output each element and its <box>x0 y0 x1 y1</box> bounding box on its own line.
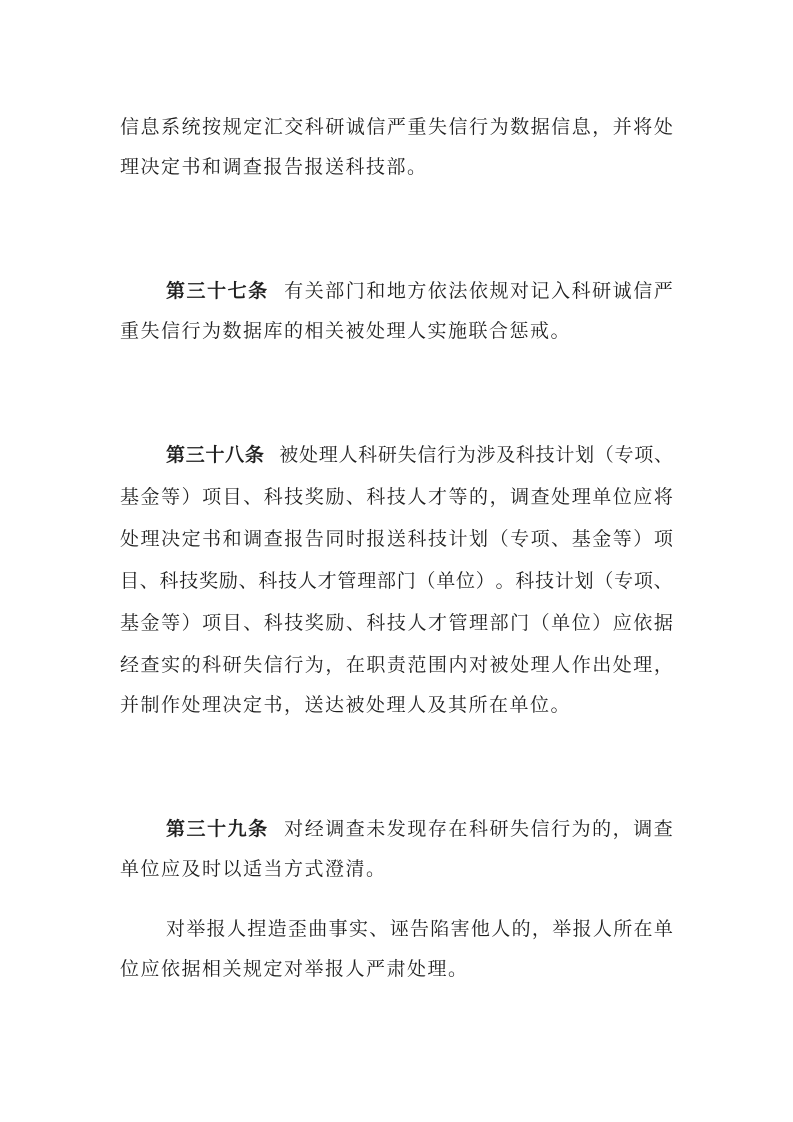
article-number-char: 三 <box>185 443 205 466</box>
body-text-char: 为 <box>456 443 476 466</box>
body-text-char: 将 <box>653 485 673 508</box>
body-text-char: 及 <box>496 443 516 466</box>
text-line <box>120 268 673 310</box>
body-text-char: 严 <box>653 279 673 302</box>
text-line <box>120 642 673 684</box>
body-text-char: 书 <box>202 527 222 550</box>
body-text-char: 人 <box>407 611 427 634</box>
body-text-char: 人 <box>407 485 427 508</box>
body-text-char: 对 <box>469 653 489 676</box>
body-text-char: 励 <box>325 611 345 634</box>
body-text-char: 计 <box>554 569 574 592</box>
body-text-char: 存 <box>427 817 447 840</box>
para-article-39 <box>120 806 673 890</box>
body-text-char: 发 <box>386 817 406 840</box>
body-text-char: 门 <box>396 569 416 592</box>
body-text-char: 位 <box>456 569 476 592</box>
para-article-37 <box>120 268 673 352</box>
body-text-char: （ <box>489 527 509 550</box>
body-text-char: 失 <box>510 817 530 840</box>
body-text-char: 理 <box>633 653 653 676</box>
body-text-char: 专 <box>614 569 634 592</box>
body-text-char: 技 <box>535 569 555 592</box>
body-text-char: 依 <box>427 279 447 302</box>
body-text-char: 的 <box>511 917 531 940</box>
document-text-block <box>120 104 673 990</box>
body-text-char: 行 <box>469 115 489 138</box>
body-text-char: 的 <box>181 653 201 676</box>
body-text-char: 他 <box>470 917 490 940</box>
article-number-char: 七 <box>227 279 247 302</box>
body-text-char: 查 <box>653 817 673 840</box>
body-text-char: 现 <box>407 817 427 840</box>
body-text-char: 科 <box>515 443 535 466</box>
body-text-char: 信 <box>366 115 386 138</box>
body-text-char: 对 <box>510 279 530 302</box>
body-text-char: 范 <box>407 653 427 676</box>
article-number-char: 三 <box>186 817 206 840</box>
para-article-36-continuation <box>120 104 673 188</box>
body-text-char: 、 <box>653 443 673 466</box>
body-text-char: 励 <box>325 485 345 508</box>
body-text-char: 重 <box>407 115 427 138</box>
body-text-char: 技 <box>179 569 199 592</box>
body-text-char: 报 <box>366 527 386 550</box>
body-text-char: 等 <box>448 485 468 508</box>
body-text-char: 、 <box>345 485 365 508</box>
body-text-char: 技 <box>284 485 304 508</box>
body-text-char: 人 <box>551 653 571 676</box>
body-text-char: 项 <box>634 443 654 466</box>
article-number-char: 第 <box>166 817 186 840</box>
body-text-char: 项 <box>202 611 222 634</box>
body-text-char: 理 <box>571 485 591 508</box>
body-text-char: 管 <box>448 611 468 634</box>
body-text-char: ） <box>181 485 201 508</box>
body-text-char: 应 <box>633 485 653 508</box>
article-number-char: 三 <box>186 279 206 302</box>
body-text-char: 科 <box>366 485 386 508</box>
body-text-char: 关 <box>304 279 324 302</box>
body-text-char: 项 <box>530 527 550 550</box>
body-text-char: （ <box>594 569 614 592</box>
body-text-char: 汇 <box>263 115 283 138</box>
body-text-char: 方 <box>407 279 427 302</box>
body-text-char: 人 <box>491 917 511 940</box>
text-line <box>120 474 673 516</box>
body-text-char: 人 <box>592 917 612 940</box>
body-text-char: 捏 <box>247 917 267 940</box>
body-text-char: 基 <box>571 527 591 550</box>
body-text-char: 的 <box>469 485 489 508</box>
body-text-char: 奖 <box>199 569 219 592</box>
body-text-char: 报 <box>284 527 304 550</box>
body-text-char: 调 <box>325 817 345 840</box>
body-text-char: 送 <box>386 527 406 550</box>
body-text-char: 在 <box>345 653 365 676</box>
body-text-char: 、 <box>243 611 263 634</box>
body-text-char: 息 <box>140 115 160 138</box>
body-text-char: 诚 <box>345 115 365 138</box>
body-text-char: 和 <box>222 527 242 550</box>
body-text-char: 技 <box>386 611 406 634</box>
body-text-char: 科 <box>366 611 386 634</box>
body-text-char: 在 <box>633 917 653 940</box>
body-text-char: 陷 <box>430 917 450 940</box>
body-text-char: 定 <box>181 527 201 550</box>
body-text-char: 对 <box>284 817 304 840</box>
body-text-char: 作 <box>571 653 591 676</box>
body-text-char: 内 <box>448 653 468 676</box>
body-text-char: 科 <box>159 569 179 592</box>
body-text-char: 等 <box>612 527 632 550</box>
text-line: 位应依据相关规定对举报人严肃处理。 <box>120 958 469 980</box>
body-text-char: 单 <box>592 485 612 508</box>
body-text-char: 研 <box>325 115 345 138</box>
body-text-char: 信 <box>530 817 550 840</box>
body-text-char: 科 <box>571 279 591 302</box>
text-line: 重失信行为数据库的相关被处理人实施联合惩戒。 <box>120 320 572 342</box>
body-text-char: 科 <box>515 569 535 592</box>
body-text-char: 调 <box>510 485 530 508</box>
body-text-char: 才 <box>427 485 447 508</box>
body-text-char: 按 <box>202 115 222 138</box>
body-text-char: 信 <box>417 443 437 466</box>
body-text-char: 行 <box>551 817 571 840</box>
body-text-char: 金 <box>140 611 160 634</box>
body-text-char: 处 <box>612 653 632 676</box>
article-number-char: 第 <box>166 279 186 302</box>
body-text-char: 、 <box>369 917 389 940</box>
body-text-char: （ <box>530 611 550 634</box>
body-text-char: 基 <box>120 611 140 634</box>
body-text-char: 信 <box>551 115 571 138</box>
body-text-char: 部 <box>489 611 509 634</box>
body-text-char: 、 <box>238 569 258 592</box>
body-text-char: 经 <box>304 817 324 840</box>
body-text-char: 基 <box>120 485 140 508</box>
body-text-char: 经 <box>120 653 140 676</box>
body-text-char: 害 <box>450 917 470 940</box>
body-text-char: 对 <box>166 917 186 940</box>
body-text-char: ） <box>475 569 495 592</box>
body-text-char: 调 <box>243 527 263 550</box>
body-text-char: 金 <box>140 485 160 508</box>
body-text-char: ） <box>181 611 201 634</box>
body-text-char: 告 <box>304 527 324 550</box>
text-line <box>120 906 673 948</box>
body-text-char: 地 <box>386 279 406 302</box>
body-text-char: ， <box>325 653 345 676</box>
body-text-char: 单 <box>436 569 456 592</box>
body-text-char: 人 <box>226 917 246 940</box>
body-text-char: 部 <box>325 279 345 302</box>
body-text-char: （ <box>594 443 614 466</box>
text-line <box>120 558 673 600</box>
body-text-char: 失 <box>427 115 447 138</box>
body-text-char: 系 <box>161 115 181 138</box>
body-text-char: 门 <box>345 279 365 302</box>
body-text-char: 奖 <box>304 611 324 634</box>
text-line: 并制作处理决定书，送达被处理人及其所在单位。 <box>120 694 572 716</box>
body-text-char: 查 <box>140 653 160 676</box>
body-text-char: 划 <box>574 569 594 592</box>
body-text-char: 时 <box>345 527 365 550</box>
body-text-char: 科 <box>202 653 222 676</box>
body-text-char: 专 <box>510 527 530 550</box>
body-text-char: （ <box>416 569 436 592</box>
body-text-char: 信 <box>448 115 468 138</box>
body-text-char: 诚 <box>612 279 632 302</box>
body-text-char: 、 <box>345 611 365 634</box>
body-text-char: 为 <box>489 115 509 138</box>
body-text-char: 报 <box>572 917 592 940</box>
body-text-char: 失 <box>397 443 417 466</box>
body-text-char: 定 <box>243 115 263 138</box>
body-text-char: 事 <box>328 917 348 940</box>
body-text-char: 决 <box>161 527 181 550</box>
body-text-char: 奖 <box>304 485 324 508</box>
body-text-char: 理 <box>530 653 550 676</box>
body-text-char: 技 <box>278 569 298 592</box>
body-text-char: 失 <box>243 653 263 676</box>
body-text-char: 部 <box>376 569 396 592</box>
body-text-char: 并 <box>612 115 632 138</box>
body-text-char: 职 <box>366 653 386 676</box>
body-text-char: 划 <box>575 443 595 466</box>
body-text-char: 才 <box>317 569 337 592</box>
body-text-char: 技 <box>535 443 555 466</box>
body-text-char: 划 <box>469 527 489 550</box>
article-number-char: 八 <box>225 443 245 466</box>
body-text-char: 位 <box>571 611 591 634</box>
body-text-char: ， <box>612 817 632 840</box>
body-text-char: 目 <box>222 611 242 634</box>
body-text-char: 、 <box>243 485 263 508</box>
body-text-char: 励 <box>218 569 238 592</box>
body-text-char: 。 <box>495 569 515 592</box>
body-text-char: 目 <box>120 569 140 592</box>
body-text-char: 信 <box>633 279 653 302</box>
body-text-char: 行 <box>284 653 304 676</box>
body-text-char: 处 <box>120 527 140 550</box>
body-text-char: 交 <box>284 115 304 138</box>
body-text-char: 将 <box>633 115 653 138</box>
body-text-char: 在 <box>448 817 468 840</box>
body-text-char: 报 <box>206 917 226 940</box>
body-text-char: 计 <box>448 527 468 550</box>
body-text-char: 为 <box>571 817 591 840</box>
text-line <box>120 516 673 558</box>
body-text-char: 项 <box>202 485 222 508</box>
body-text-char: 统 <box>181 115 201 138</box>
body-text-char: 目 <box>222 485 242 508</box>
text-line: 理决定书和调查报告报送科技部。 <box>120 156 428 178</box>
body-text-char: 处 <box>653 115 673 138</box>
para-article-38 <box>120 432 673 726</box>
body-text-char: 、 <box>653 569 673 592</box>
body-text-char: 科 <box>468 817 488 840</box>
body-text-char: 理 <box>140 527 160 550</box>
article-number-char: 十 <box>205 443 225 466</box>
body-text-char: 专 <box>614 443 634 466</box>
article-number-char: 条 <box>248 279 268 302</box>
body-text-char: 科 <box>263 611 283 634</box>
body-text-char: 调 <box>633 817 653 840</box>
text-line <box>120 806 673 848</box>
body-text-char: 计 <box>555 443 575 466</box>
body-text-char: 查 <box>345 817 365 840</box>
body-text-char: 举 <box>186 917 206 940</box>
body-text-char: 等 <box>161 611 181 634</box>
body-text-char: 诬 <box>389 917 409 940</box>
body-text-char: 入 <box>551 279 571 302</box>
text-line: 单位应及时以适当方式澄清。 <box>120 858 387 880</box>
body-text-char: 理 <box>469 611 489 634</box>
body-text-char: 告 <box>409 917 429 940</box>
body-text-char: 记 <box>530 279 550 302</box>
body-text-char: 人 <box>338 443 358 466</box>
body-text-char: 所 <box>613 917 633 940</box>
body-text-char: 管 <box>337 569 357 592</box>
body-text-char: 信 <box>120 115 140 138</box>
body-text-char: 数 <box>510 115 530 138</box>
body-text-char: 出 <box>592 653 612 676</box>
article-number-char: 九 <box>227 817 247 840</box>
body-text-char: 金 <box>592 527 612 550</box>
body-text-char: 实 <box>348 917 368 940</box>
article-number-char: 条 <box>248 817 268 840</box>
body-text-char: 研 <box>592 279 612 302</box>
article-number-char: 条 <box>244 443 264 466</box>
body-text-char: 人 <box>297 569 317 592</box>
body-text-char: 为 <box>304 653 324 676</box>
body-text-char: 涉 <box>476 443 496 466</box>
body-text-char: 息 <box>571 115 591 138</box>
text-line <box>120 432 673 474</box>
body-text-char: 举 <box>552 917 572 940</box>
body-text-char: ） <box>633 527 653 550</box>
body-text-char: 等 <box>161 485 181 508</box>
body-text-char: 依 <box>633 611 653 634</box>
body-text-char: ） <box>592 611 612 634</box>
body-text-char: ， <box>592 115 612 138</box>
body-text-char: 信 <box>263 653 283 676</box>
body-text-char: 单 <box>653 917 673 940</box>
body-text-char: 单 <box>551 611 571 634</box>
body-text-char: ， <box>653 653 673 676</box>
body-text-char: 科 <box>263 485 283 508</box>
body-text-char: 项 <box>633 569 653 592</box>
body-text-char: 和 <box>366 279 386 302</box>
body-text-char: 科 <box>358 443 378 466</box>
body-text-char: 技 <box>284 611 304 634</box>
body-text-char: 门 <box>510 611 530 634</box>
body-text-char: 规 <box>222 115 242 138</box>
body-text-char: 有 <box>284 279 304 302</box>
body-text-char: 查 <box>530 485 550 508</box>
body-text-char: 科 <box>407 527 427 550</box>
text-line <box>120 600 673 642</box>
body-text-char: 研 <box>377 443 397 466</box>
body-text-char: 理 <box>318 443 338 466</box>
body-text-char: 技 <box>386 485 406 508</box>
body-text-char: 被 <box>489 653 509 676</box>
body-text-char: 实 <box>161 653 181 676</box>
body-text-char: 法 <box>448 279 468 302</box>
body-text-char: ， <box>531 917 551 940</box>
body-text-char: 、 <box>139 569 159 592</box>
body-text-char: 位 <box>612 485 632 508</box>
body-text-char: 处 <box>551 485 571 508</box>
body-text-char: 据 <box>530 115 550 138</box>
body-text-char: 未 <box>366 817 386 840</box>
body-text-char: 研 <box>222 653 242 676</box>
body-text-char: 行 <box>437 443 457 466</box>
body-text-char: 被 <box>279 443 299 466</box>
body-text-char: 科 <box>304 115 324 138</box>
body-text-char: 研 <box>489 817 509 840</box>
body-text-char: 查 <box>263 527 283 550</box>
body-text-char: 的 <box>592 817 612 840</box>
body-text-char: 造 <box>267 917 287 940</box>
body-text-char: 才 <box>427 611 447 634</box>
article-number-char: 十 <box>207 817 227 840</box>
article-number-char: 十 <box>207 279 227 302</box>
body-text-char: 应 <box>612 611 632 634</box>
body-text-char: 歪 <box>287 917 307 940</box>
body-text-char: 同 <box>325 527 345 550</box>
article-number-char: 第 <box>166 443 186 466</box>
body-text-char: 据 <box>653 611 673 634</box>
body-text-char: 严 <box>386 115 406 138</box>
body-text-char: 、 <box>551 527 571 550</box>
para-article-39-clause-2 <box>120 906 673 990</box>
body-text-char: 理 <box>357 569 377 592</box>
text-line <box>120 104 673 146</box>
body-text-char: 项 <box>653 527 673 550</box>
body-text-char: 规 <box>489 279 509 302</box>
body-text-char: 依 <box>468 279 488 302</box>
body-text-char: 科 <box>258 569 278 592</box>
body-text-char: 处 <box>299 443 319 466</box>
body-text-char: 技 <box>427 527 447 550</box>
body-text-char: 责 <box>386 653 406 676</box>
body-text-char: 处 <box>510 653 530 676</box>
body-text-char: ， <box>489 485 509 508</box>
body-text-char: 围 <box>427 653 447 676</box>
body-text-char: 曲 <box>308 917 328 940</box>
